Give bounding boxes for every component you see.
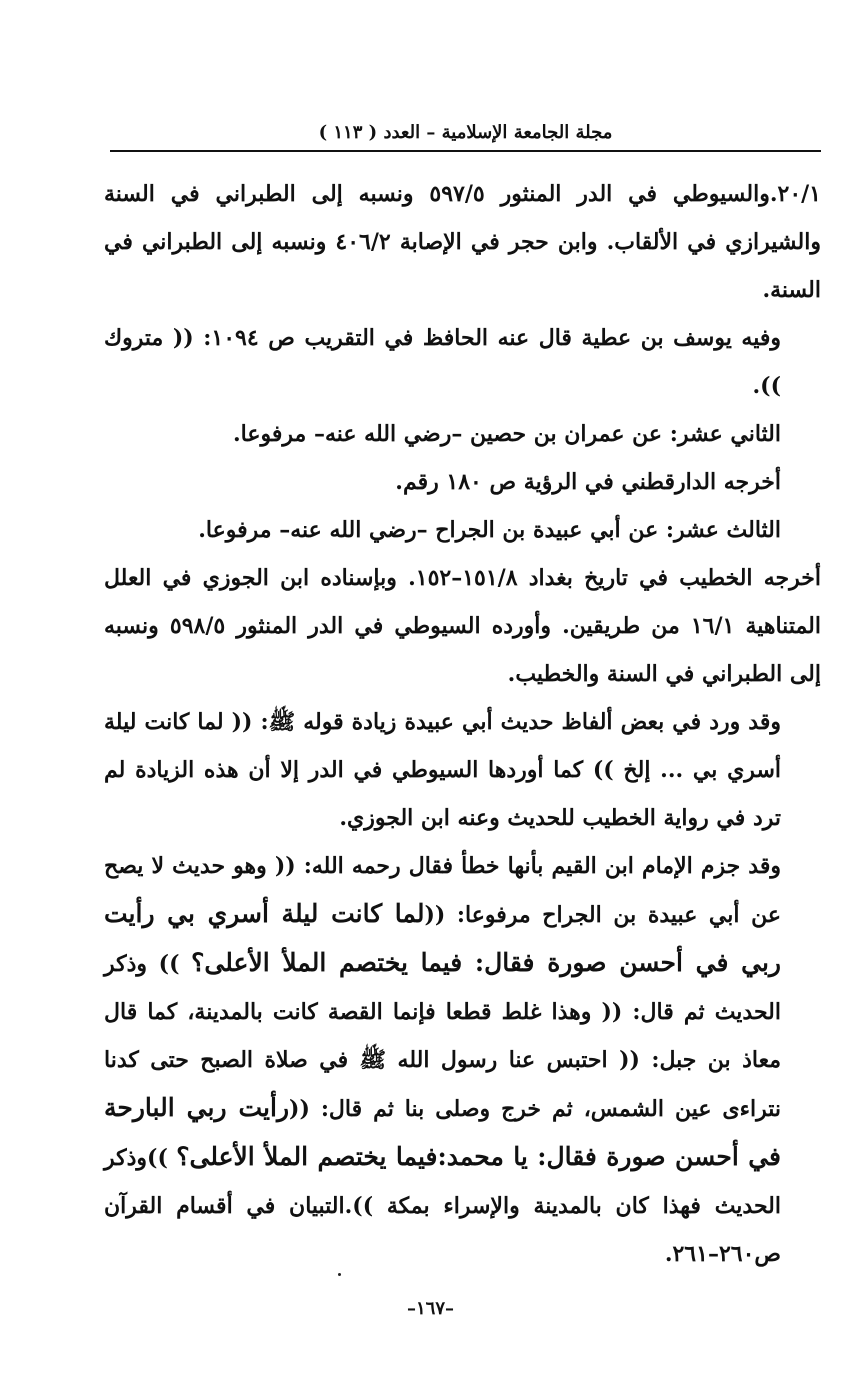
paragraph-addition-note: وقد ورد في بعض ألفاظ حديث أبي عبيدة زيادة قوله ﷺ: (( لما كانت ليلة أسري بي ... إلخ )) كما أوردها السيوطي في الدر إلا أن هذه الزيادة لم ترد في رواية الخطيب للحديث وعنه ابن الجوزي. — [104, 709, 781, 831]
paragraph-ibn-qayyim — [104, 842, 821, 1278]
header-divider — [110, 150, 821, 152]
print-speck — [338, 1273, 341, 1276]
quote-end: ))وذكر الحديث فهذا كان بالمدينة والإسراء بمكة )).التبيان في أقسام القرآن ص٢٦٠–٢٦١. — [104, 1145, 781, 1267]
hadith-quote-1: لما كانت ليلة أسري بي رأيت ربي في أحسن صورة فقال: فيما يختصم الملأ الأعلى؟ — [104, 899, 781, 977]
quote-middle: )) وذكر الحديث ثم قال: (( وهذا غلط قطعا فإنما القصة كانت بالمدينة، كما قال معاذ بن جبل: (( احتبس عنا رسول الله ﷺ في صلاة الصبح حتى كدنا نتراءى عين الشمس، ثم خرج وصلى بنا ثم قال: (( — [104, 951, 781, 1122]
page-number: –١٦٧– — [406, 1298, 454, 1319]
paragraph-thirteenth-heading: الثالث عشر: عن أبي عبيدة بن الجراح –رضي الله عنه– مرفوعا. — [198, 517, 781, 543]
journal-header: مجلة الجامعة الإسلامية – العدد ( ١١٣ ) — [318, 122, 613, 143]
hadith-quote-2: رأيت ربي البارحة في أحسن صورة فقال: يا محمد:فيما يختصم الملأ الأعلى؟ — [104, 1093, 781, 1171]
paragraph-twelfth-heading: الثاني عشر: عن عمران بن حصين –رضي الله عنه– مرفوعا. — [232, 421, 781, 447]
paragraph-yusuf-note: وفيه يوسف بن عطية قال عنه الحافظ في التقريب ص ١٠٩٤: (( متروك )). — [104, 325, 782, 399]
paragraph-citation-suyuti: ٢٠/١.والسيوطي في الدر المنثور ٥٩٧/٥ ونسبه إلى الطبراني في السنة والشيرازي في الألقاب. وابن حجر في الإصابة ٤٠٦/٢ ونسبه إلى الطبراني في السنة. — [104, 181, 821, 303]
quote-intro: وقد جزم الإمام ابن القيم بأنها خطأ فقال رحمه الله: (( وهو حديث لا يصح عن أبي عبيدة بن الجراح مرفوعا: (( — [104, 853, 781, 928]
paragraph-daraqutni: أخرجه الدارقطني في الرؤية ص ١٨٠ رقم. — [395, 469, 781, 495]
paragraph-khatib: أخرجه الخطيب في تاريخ بغداد ١٥١/٨–١٥٢. وبإسناده ابن الجوزي في العلل المتناهية ١٦/١ من طريقين. وأورده السيوطي في الدر المنثور ٥٩٨/٥ ونسبه إلى الطبراني في السنة والخطيب. — [104, 565, 821, 687]
page-body — [104, 170, 821, 1278]
